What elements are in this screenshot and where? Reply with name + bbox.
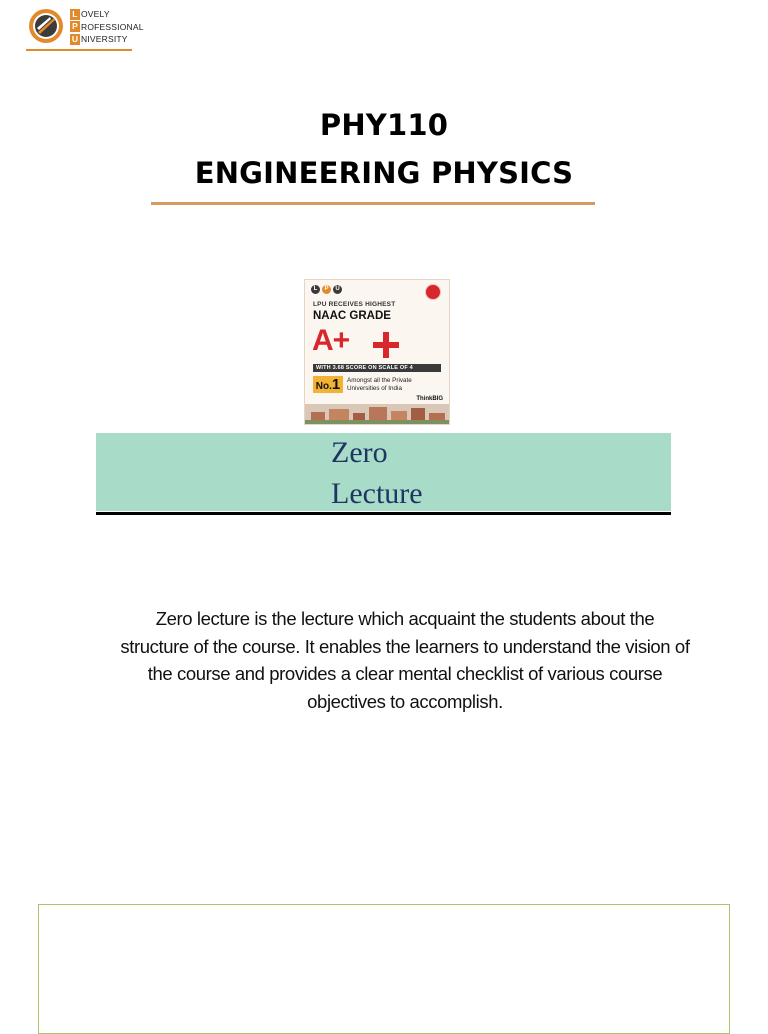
logo-line-1: L OVELY xyxy=(70,8,144,21)
lpu-emblem-icon xyxy=(28,8,64,44)
zero-lecture-description: Zero lecture is the lecture which acquaint the students about the structure of the course. It enables the learners to understand the vision of the course and provides a clear mental checklist of various course objectives to accomplish. xyxy=(120,608,690,712)
logo-line-3: U NIVERSITY xyxy=(71,33,128,45)
poster-tagline: ThinkBIG xyxy=(416,396,443,402)
poster-line2: NAAC GRADE xyxy=(313,310,391,322)
plus-icon xyxy=(371,330,401,360)
course-name: ENGINEERING PHYSICS xyxy=(194,156,574,190)
naac-poster xyxy=(304,279,450,425)
poster-seal-icon xyxy=(425,284,441,300)
course-code: PHY110 xyxy=(319,108,449,142)
banner-line-2: Lecture xyxy=(331,477,423,510)
poster-brand: L P U xyxy=(311,285,342,294)
poster-grade: A+ xyxy=(312,324,350,357)
lpu-logo xyxy=(26,6,144,51)
poster-score: WITH 3.68 SCORE ON SCALE OF 4 xyxy=(313,364,441,372)
poster-line1: LPU RECEIVES HIGHEST xyxy=(313,301,396,308)
bottom-frame xyxy=(38,904,730,1034)
poster-rank-text: Amongst all the Private Universities of India xyxy=(347,377,412,392)
campus-skyline-icon xyxy=(305,404,450,424)
logo-wordmark xyxy=(70,8,144,46)
logo-line-2: P ROFESSIONAL xyxy=(70,21,144,34)
banner-line-1: Zero xyxy=(331,436,388,469)
banner-underline xyxy=(96,512,671,515)
poster-rank-badge: No.1 xyxy=(313,376,343,393)
title-underline xyxy=(151,202,595,205)
